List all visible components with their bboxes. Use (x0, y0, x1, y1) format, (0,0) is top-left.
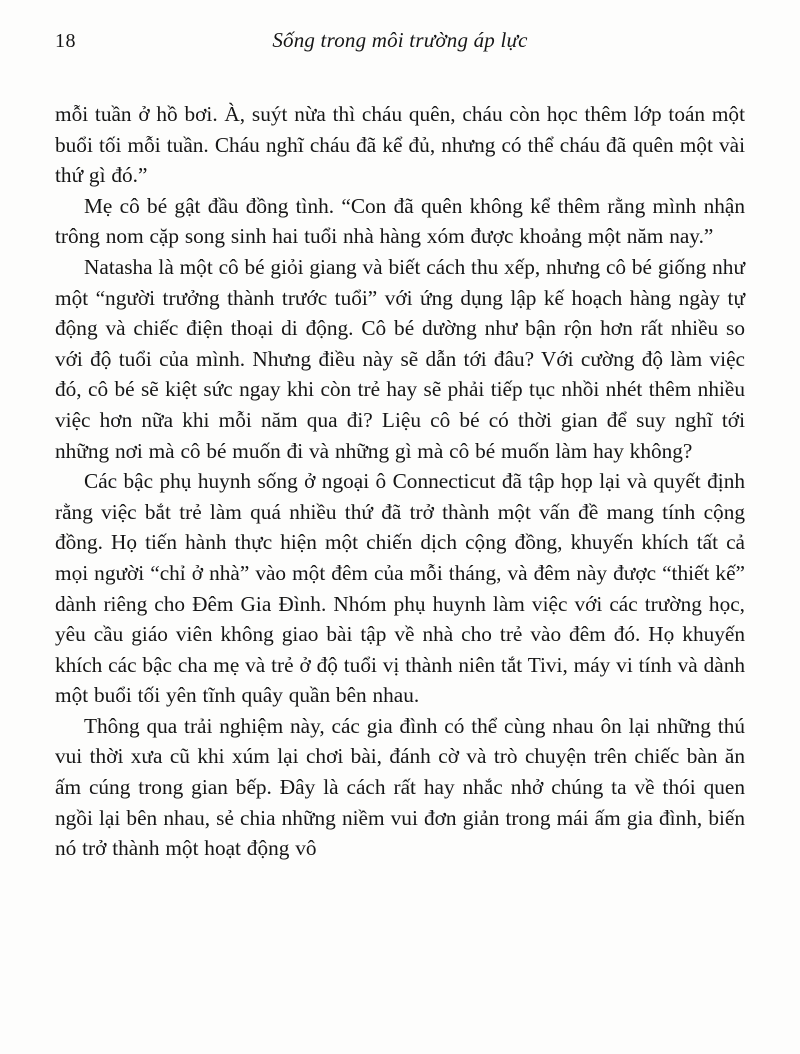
paragraph: Thông qua trải nghiệm này, các gia đình có thể cùng nhau ôn lại những thú vui thời xưa cũ khi xúm lại chơi bài, đánh cờ và trò chuyện trên chiếc bàn ăn ấm cúng trong gian bếp. Đây là cách rất hay nhắc nhở chúng ta về thói quen ngồi lại bên nhau, sẻ chia những niềm vui đơn giản trong mái ấm gia đình, biến nó trở thành một hoạt động vô (55, 713, 745, 861)
page-header (55, 28, 745, 62)
page-number: 18 (55, 30, 76, 52)
paragraph: Các bậc phụ huynh sống ở ngoại ô Connecticut đã tập họp lại và quyết định rằng việc bắt trẻ làm quá nhiều thứ đã trở thành một vấn đề mang tính cộng đồng. Họ tiến hành thực hiện một chiến dịch cộng đồng, khuyến khích tất cả mọi người “chỉ ở nhà” vào một đêm của mỗi tháng, và đêm này được “thiết kế” dành riêng cho Đêm Gia Đình. Nhóm phụ huynh làm việc với các trường học, yêu cầu giáo viên không giao bài tập về nhà cho trẻ vào đêm đó. Họ khuyến khích các bậc cha mẹ và trẻ ở độ tuổi vị thành niên tắt Tivi, máy vi tính và dành một buổi tối yên tĩnh quây quần bên nhau. (55, 469, 745, 708)
page-body (55, 99, 745, 864)
paragraph: Mẹ cô bé gật đầu đồng tình. “Con đã quên không kể thêm rằng mình nhận trông nom cặp song sinh hai tuổi nhà hàng xóm được khoảng một năm nay.” (55, 193, 745, 249)
paragraph: mỗi tuần ở hồ bơi. À, suýt nừa thì cháu quên, cháu còn học thêm lớp toán một buổi tối mỗi tuần. Cháu nghĩ cháu đã kể đủ, nhưng có thể cháu đã quên một vài thứ gì đó.” (55, 102, 745, 188)
running-title: Sống trong môi trường áp lực (272, 28, 528, 52)
paragraph: Natasha là một cô bé giỏi giang và biết cách thu xếp, nhưng cô bé giống như một “người trưởng thành trước tuổi” với ứng dụng lập kế hoạch hàng ngày tự động và chiếc điện thoại di động. Cô bé dường như bận rộn hơn rất nhiều so với độ tuổi của mình. Nhưng điều này sẽ dẫn tới đâu? Với cường độ làm việc đó, cô bé sẽ kiệt sức ngay khi còn trẻ hay sẽ phải tiếp tục nhồi nhét thêm nhiều việc hơn nữa khi mỗi năm qua đi? Liệu cô bé có thời gian để suy nghĩ tới những nơi mà cô bé muốn đi và những gì mà cô bé muốn làm hay không? (55, 254, 745, 463)
